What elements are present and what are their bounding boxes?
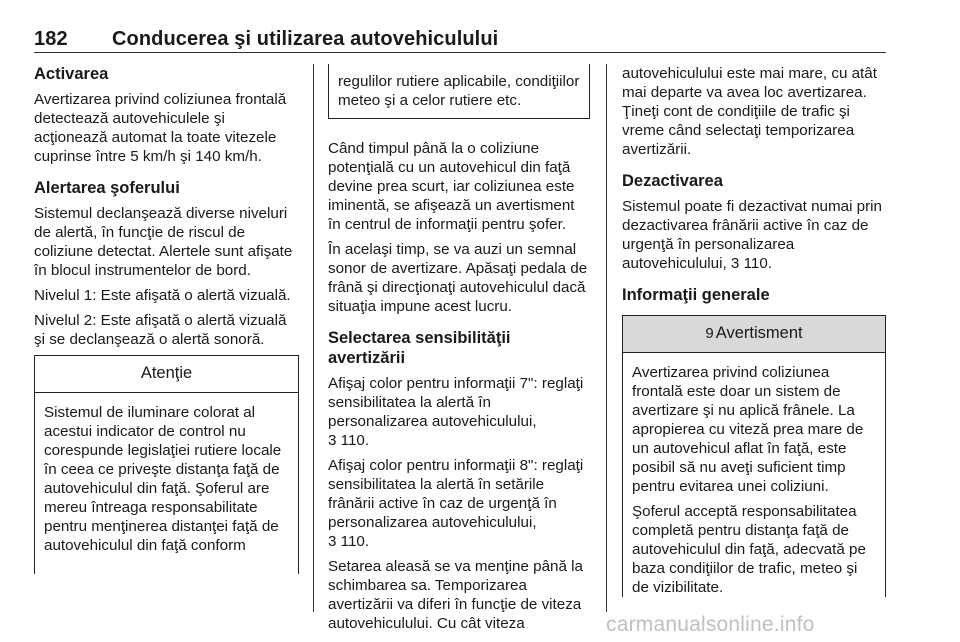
text-afisaj-7: Afişaj color pentru informaţii 7": reglaţi sensibilitatea la alertă în personalizarea autovehiculului, — [328, 375, 584, 430]
column-3 — [622, 64, 886, 603]
text-dezactivarea: Sistemul poate fi dezactivat numai prin dezactivarea frânării active în caz de urgenţă în personalizarea autovehiculului, 3 110. — [622, 198, 883, 272]
warning-text-1: Avertizarea privind coliziunea frontală este doar un sistem de avertizare şi nu aplică frânele. La apropierea cu viteză prea mare de un autovehicul aflat în faţă, este posibil să nu aveţi suficient timp pentru evitarea unei coliziuni. — [632, 364, 864, 495]
watermark: carmanualsonline.info — [606, 613, 815, 636]
warning-box — [622, 315, 886, 597]
column-divider-1 — [313, 64, 314, 612]
page-title: Conducerea şi utilizarea autovehiculului — [112, 28, 499, 50]
heading-activarea: Activarea — [34, 65, 109, 83]
heading-selectarea: Selectarea sensibilităţii avertizării — [328, 329, 511, 367]
text-cand: Când timpul până la o coliziune potenţială cu un autovehicul din faţă devine prea scurt, iar coliziunea este iminentă, se afişează un avertisment în centrul de informaţii pentru şofer. — [328, 140, 575, 233]
text-alertarea: Sistemul declanşează diverse niveluri de alertă, în funcţie de riscul de coliziune detectat. Alertele sunt afişate în blocul instrumentelor de bord. — [34, 205, 293, 279]
caution-title: Atenţie — [35, 356, 298, 393]
caution-box — [34, 355, 299, 574]
link-afisaj-8-page[interactable]: 3 110. — [328, 533, 370, 550]
heading-alertarea: Alertarea şoferului — [34, 179, 180, 197]
header-rule — [34, 52, 886, 53]
text-nivel-1: Nivelul 1: Este afişată o alertă vizuală. — [34, 287, 291, 304]
text-setarea: Setarea aleasă se va menţine până la schimbarea sa. Temporizarea avertizării va diferi în funcţie de viteza autovehiculului. Cu cât viteza — [328, 558, 583, 632]
column-1 — [34, 64, 299, 574]
heading-informatii: Informaţii generale — [622, 286, 770, 304]
heading-dezactivarea: Dezactivarea — [622, 172, 723, 190]
text-afisaj-8: Afişaj color pentru informaţii 8": reglaţi sensibilitatea la alertă în setările frânării active în caz de urgenţă în personalizarea autovehiculului, — [328, 457, 584, 531]
caution-continued-text: regulilor rutiere aplicabile, condiţiilor meteo şi a celor rutiere etc. — [338, 73, 580, 109]
text-continuare: autovehiculului este mai mare, cu atât mai departe va avea loc avertizarea. Ţineţi cont de condiţiile de trafic şi vreme când selectaţi temporizarea avertizării. — [622, 65, 877, 158]
warning-text-2: Şoferul acceptă responsabilitatea completă pentru distanţa faţă de autovehiculul din faţă, adecvată pe baza condiţiilor de trafic, meteo şi de vizibilitate. — [632, 503, 866, 596]
text-activarea: Avertizarea privind coliziunea frontală detectează autovehiculele şi acţionează automat la toate vitezele cuprinse între 5 km/h şi 140 km/h. — [34, 91, 287, 165]
caution-box-continued — [328, 64, 590, 119]
caution-text: Sistemul de iluminare colorat al acestui indicator de control nu corespunde legislaţiei rutiere locale în ceea ce priveşte distanţa faţă de autovehiculul din faţă. Şoferul are mereu întreaga responsabilitate pentru menţinerea distanţei faţă de autovehiculul din faţă conform — [44, 404, 282, 554]
warning-icon: 9 — [705, 325, 714, 342]
text-nivel-2: Nivelul 2: Este afişată o alertă vizuală şi se declanşează o alertă sonoră. — [34, 312, 287, 348]
column-divider-2 — [606, 64, 607, 612]
warning-title — [623, 316, 885, 353]
link-afisaj-7-page[interactable]: 3 110. — [328, 432, 370, 449]
page-number: 182 — [34, 28, 68, 50]
column-2 — [328, 64, 590, 639]
warning-title-text: Avertisment — [715, 324, 803, 342]
page-header — [34, 28, 498, 51]
text-acelasi: În acelaşi timp, se va auzi un semnal sonor de avertizare. Apăsaţi pedala de frână şi direcţionaţi autovehiculul dacă situaţia impune acest lucru. — [328, 241, 588, 315]
